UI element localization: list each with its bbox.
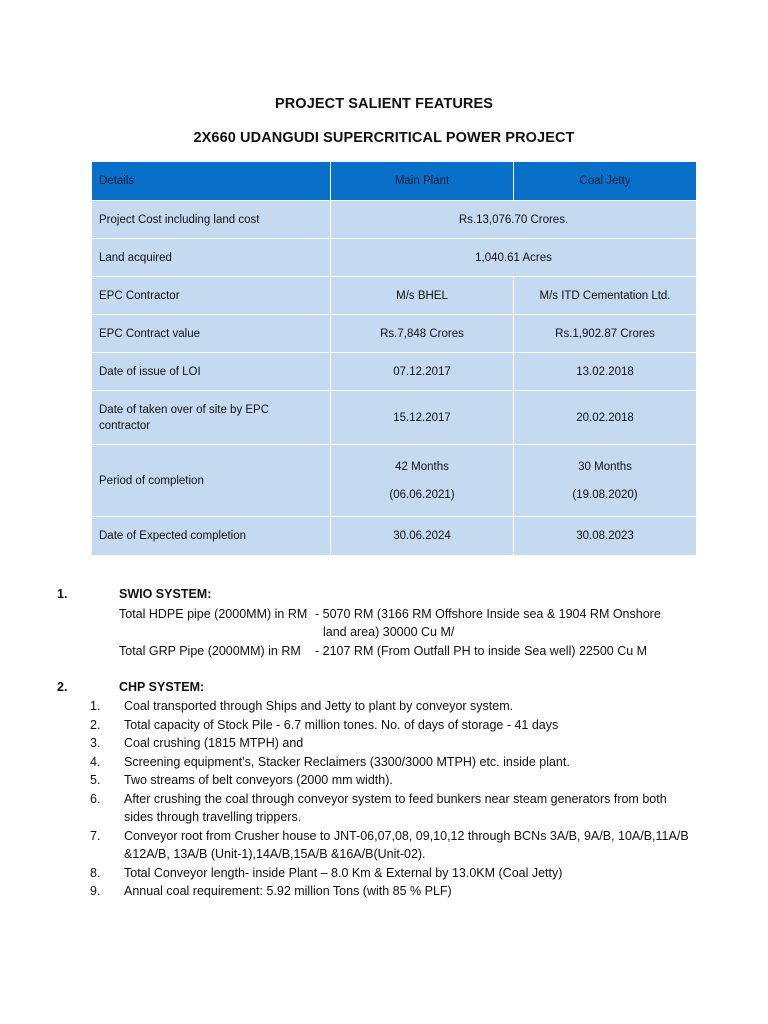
swio-hdpe-label: Total HDPE pipe (2000MM) in RM — [119, 607, 308, 621]
list-item — [90, 864, 690, 883]
section-number-chp: 2. — [57, 680, 68, 694]
list-item-text: Total capacity of Stock Pile - 6.7 million tones. No. of days of storage - 41 days — [124, 717, 559, 732]
swio-hdpe-value-line2: land area) 30000 Cu M/ — [323, 625, 455, 639]
list-item — [90, 697, 690, 716]
list-item — [90, 734, 690, 753]
main-plant-period: 42 Months — [395, 460, 449, 473]
header-main-plant: Main Plant — [331, 162, 514, 201]
row-label: Period of completion — [92, 445, 331, 517]
list-item-number: 5. — [90, 773, 101, 787]
section-number-swio: 1. — [57, 587, 68, 601]
list-item — [90, 790, 690, 827]
row-value-main-plant: 30.06.2024 — [331, 517, 514, 556]
list-item-number: 3. — [90, 736, 101, 750]
row-value-main-plant: Rs.7,848 Crores — [331, 315, 514, 353]
row-value-main-plant: 07.12.2017 — [331, 353, 514, 391]
row-label: Land acquired — [92, 239, 331, 277]
list-item-number: 1. — [90, 699, 101, 713]
chp-list — [90, 697, 690, 901]
list-item-number: 4. — [90, 754, 101, 769]
row-value-main-plant — [331, 445, 514, 517]
header-details: Details — [92, 162, 331, 201]
row-value-coal-jetty: M/s ITD Cementation Ltd. — [514, 277, 697, 315]
row-value-coal-jetty — [514, 445, 697, 517]
row-value-coal-jetty: 20.02.2018 — [514, 391, 697, 445]
row-value-coal-jetty: Rs.1,902.87 Crores — [514, 315, 697, 353]
salient-features-table — [91, 161, 697, 556]
table-row — [92, 517, 697, 556]
row-value-coal-jetty: 13.02.2018 — [514, 353, 697, 391]
list-item-number: 7. — [90, 828, 101, 843]
list-item-text: Total Conveyor length- inside Plant – 8.0 Km & External by 13.0KM (Coal Jetty) — [124, 865, 563, 880]
table-row — [92, 391, 697, 445]
row-label: Date of issue of LOI — [92, 353, 331, 391]
swio-grp-label: Total GRP Pipe (2000MM) in RM — [119, 644, 301, 658]
list-item-text: Screening equipment’s, Stacker Reclaimers (3300/3000 MTPH) etc. inside plant. — [124, 754, 570, 769]
row-label: Date of taken over of site by EPC contractor — [92, 391, 331, 445]
table-row — [92, 277, 697, 315]
coal-jetty-period: 30 Months — [578, 460, 632, 473]
list-item — [90, 771, 690, 790]
row-value-main-plant: M/s BHEL — [331, 277, 514, 315]
list-item-number: 9. — [90, 884, 101, 898]
table-header-row — [92, 162, 697, 201]
row-value-merged: Rs.13,076.70 Crores. — [331, 201, 697, 239]
list-item — [90, 716, 690, 735]
list-item-number: 2. — [90, 717, 101, 732]
table-row — [92, 201, 697, 239]
list-item-text: Two streams of belt conveyors (2000 mm width). — [124, 773, 393, 787]
row-label: EPC Contractor — [92, 277, 331, 315]
swio-hdpe-value: - 5070 RM (3166 RM Offshore Inside sea & 1904 RM Onshore — [315, 607, 661, 621]
section-heading-swio: SWIO SYSTEM: — [119, 587, 212, 601]
list-item-text: Coal transported through Ships and Jetty to plant by conveyor system. — [124, 699, 514, 713]
main-plant-period-date: (06.06.2021) — [389, 488, 455, 501]
list-item — [90, 882, 690, 901]
row-value-main-plant: 15.12.2017 — [331, 391, 514, 445]
document-title: PROJECT SALIENT FEATURES — [274, 96, 494, 112]
section-heading-chp: CHP SYSTEM: — [119, 680, 205, 694]
list-item-number: 6. — [90, 791, 101, 806]
list-item-text: Annual coal requirement: 5.92 million Tons (with 85 % PLF) — [124, 884, 452, 898]
header-coal-jetty: Coal Jetty — [514, 162, 697, 201]
swio-grp-value: - 2107 RM (From Outfall PH to inside Sea well) 22500 Cu M — [315, 644, 648, 658]
list-item-text: Conveyor root from Crusher house to JNT-06,07,08, 09,10,12 through BCNs 3A/B, 9A/B, 10A/B,11A/B &12A/B, 13A/B (Unit-1),14A/B,15A/B &16A/B(Unit-02). — [124, 828, 689, 861]
table-row — [92, 445, 697, 517]
row-label: EPC Contract value — [92, 315, 331, 353]
table-row — [92, 353, 697, 391]
list-item-number: 8. — [90, 865, 101, 880]
row-label: Date of Expected completion — [92, 517, 331, 556]
list-item-text: After crushing the coal through conveyor system to feed bunkers near steam generators from both sides through travelling trippers. — [124, 791, 667, 824]
list-item — [90, 827, 690, 864]
swio-hdpe-value-cont — [315, 623, 675, 642]
list-item-text: Coal crushing (1815 MTPH) and — [124, 736, 304, 750]
coal-jetty-period-date: (19.08.2020) — [572, 488, 638, 501]
list-item — [90, 753, 690, 772]
row-value-merged: 1,040.61 Acres — [331, 239, 697, 277]
table-row — [92, 315, 697, 353]
row-label: Project Cost including land cost — [92, 201, 331, 239]
project-title: 2X660 UDANGUDI SUPERCRITICAL POWER PROJECT — [193, 130, 575, 146]
table-row — [92, 239, 697, 277]
row-value-coal-jetty: 30.08.2023 — [514, 517, 697, 556]
